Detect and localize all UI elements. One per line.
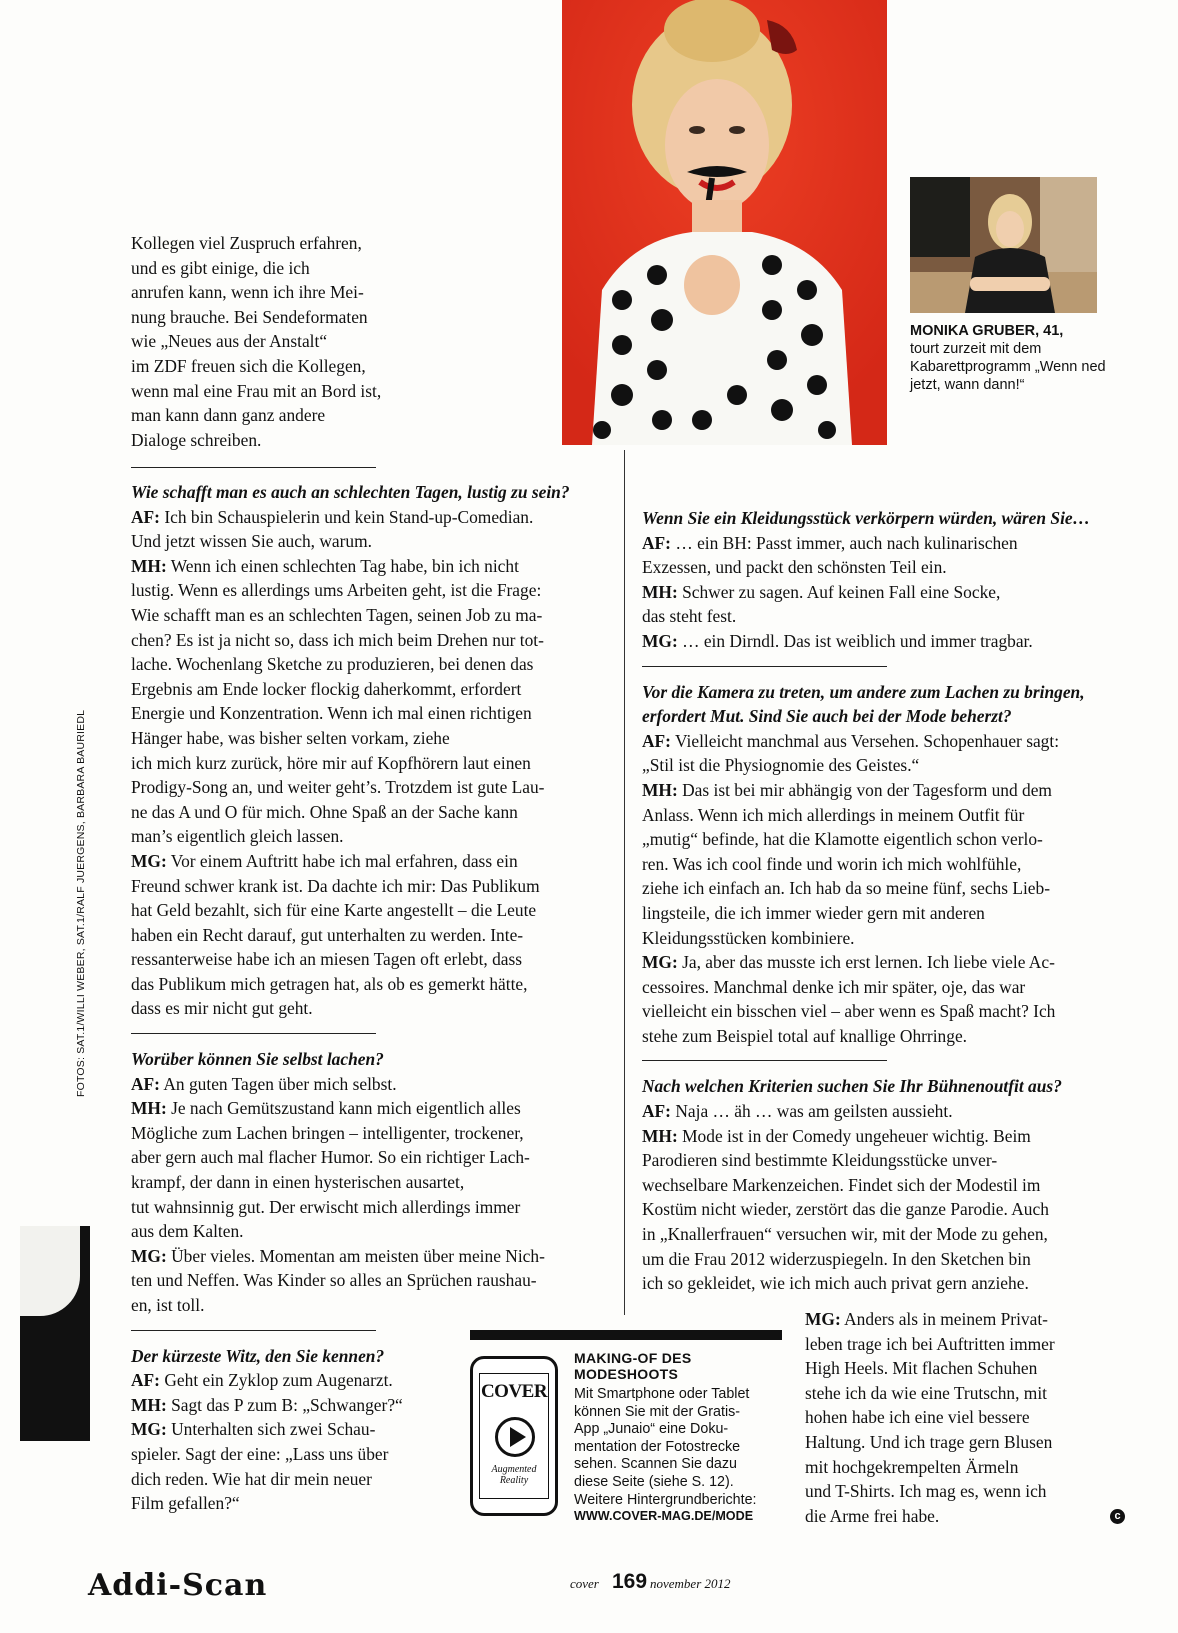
play-icon bbox=[495, 1417, 535, 1457]
answer-text: chen? Es ist ja nicht so, dass ich mich beim Drehen nur tot- bbox=[131, 629, 544, 650]
answer-line bbox=[642, 1197, 1132, 1222]
answer-line bbox=[131, 1072, 621, 1097]
answer-text: stehe ich da wie eine Trutschn, mit bbox=[805, 1382, 1047, 1403]
speaker-label: MG: bbox=[131, 1419, 167, 1440]
answer-line bbox=[642, 1099, 1132, 1124]
box-line: können Sie mit der Gratis- bbox=[574, 1403, 741, 1420]
answer-text: stehe zum Beispiel total auf knallige Ohrringe. bbox=[642, 1025, 968, 1046]
answer-line bbox=[642, 1247, 1132, 1272]
answer-text: lache. Wochenlang Sketche zu produzieren, bei denen das bbox=[131, 654, 534, 675]
box-title: MAKING-OF DES MODESHOOTS bbox=[574, 1350, 692, 1382]
answer-line bbox=[642, 555, 1132, 580]
speaker-label: MG: bbox=[805, 1309, 841, 1329]
answer-line bbox=[642, 1173, 1132, 1198]
intro-line: Dialoge schreiben. bbox=[131, 429, 262, 450]
speaker-label: MH: bbox=[131, 555, 167, 576]
answer-line bbox=[131, 972, 621, 997]
phone-icon bbox=[470, 1356, 558, 1516]
speaker-label: MH: bbox=[642, 581, 678, 602]
scan-label: Addi-Scan bbox=[88, 1568, 268, 1603]
question-line: erfordert Mut. Sind Sie auch bei der Mode beherzt? bbox=[642, 706, 1012, 727]
answer-line bbox=[642, 753, 1132, 778]
question-line: Vor die Kamera zu treten, um andere zum Lachen zu bringen, bbox=[642, 681, 1085, 702]
divider bbox=[131, 1330, 376, 1331]
intro-line: anrufen kann, wenn ich ihre Mei- bbox=[131, 282, 364, 303]
answer-text: das Publikum mich getragen hat, als ob es gemerkt hätte, bbox=[131, 973, 528, 994]
answer-text: ren. Was ich cool finde und worin ich mich wohlfühle, bbox=[642, 853, 1022, 874]
answer-text: aus dem Kalten. bbox=[131, 1221, 244, 1242]
box-body bbox=[574, 1386, 794, 1509]
answer-text: Wie schafft man es an schlechten Tagen, seinen Job zu ma- bbox=[131, 604, 543, 625]
answer-text: Haltung. Und ich trage gern Blusen bbox=[805, 1431, 1053, 1452]
answer-text: Vielleicht manchmal aus Versehen. Schopenhauer sagt: bbox=[675, 730, 1060, 751]
qa-block bbox=[642, 506, 1132, 654]
speaker-label: MG: bbox=[131, 1245, 167, 1266]
answer-text: High Heels. Mit flachen Schuhen bbox=[805, 1358, 1038, 1379]
answer-line bbox=[805, 1479, 1125, 1504]
answer-line bbox=[642, 778, 1132, 803]
speaker-label: MH: bbox=[642, 1125, 678, 1146]
intro-line: im ZDF freuen sich die Kollegen, bbox=[131, 355, 366, 376]
answer-text: krampf, der dann in einen hysterischen ausartet, bbox=[131, 1172, 465, 1193]
answer-text: Naja … äh … was am geilsten aussieht. bbox=[675, 1101, 953, 1122]
answer-line bbox=[642, 729, 1132, 754]
answer-text: und T-Shirts. Ich mag es, wenn ich bbox=[805, 1481, 1047, 1502]
answer-text: um die Frau 2012 widerzuspiegeln. In den Sketchen bin bbox=[642, 1248, 1031, 1269]
answer-line bbox=[131, 726, 621, 751]
answer-text: man’s eigentlich gleich lassen. bbox=[131, 826, 344, 847]
answer-text: Unterhalten sich zwei Schau- bbox=[171, 1419, 376, 1440]
answer-text: cessoires. Manchmal denke ich mir später, oje, das war bbox=[642, 976, 1026, 997]
answer-text: Kostüm nicht wieder, zerstört das die ganze Parodie. Auch bbox=[642, 1199, 1049, 1220]
box-line: sehen. Scannen Sie dazu bbox=[574, 1456, 737, 1473]
speaker-label: MH: bbox=[642, 779, 678, 800]
answer-line bbox=[642, 604, 1132, 629]
divider bbox=[642, 666, 887, 667]
answer-text: Kleidungsstücken kombiniere. bbox=[642, 927, 855, 948]
right-column bbox=[642, 506, 1132, 1296]
intro-line: wie „Neues aus der Anstalt“ bbox=[131, 331, 328, 352]
answer-line bbox=[642, 827, 1132, 852]
caption-text: tourt zurzeit mit dem Kabarettprogramm „Wenn ned jetzt, wann dann!“ bbox=[910, 341, 1106, 393]
answer-line bbox=[131, 1170, 621, 1195]
answer-text: Parodieren sind bestimmte Kleidungsstücke unver- bbox=[642, 1150, 998, 1171]
footer-date: november 2012 bbox=[650, 1576, 731, 1591]
speaker-label: AF: bbox=[131, 1073, 160, 1094]
answer-text: spieler. Sagt der eine: „Lass uns über bbox=[131, 1443, 389, 1464]
answer-line bbox=[805, 1307, 1125, 1332]
answer-text: das steht fest. bbox=[642, 606, 737, 627]
divider bbox=[642, 1060, 887, 1061]
answer-line bbox=[642, 531, 1132, 556]
intro-line: wenn mal eine Frau mit an Bord ist, bbox=[131, 380, 382, 401]
divider bbox=[131, 1033, 376, 1034]
answer-line bbox=[131, 1096, 621, 1121]
answer-text: hohen habe ich eine viel bessere bbox=[805, 1407, 1030, 1428]
answer-line bbox=[805, 1430, 1125, 1455]
photo-caption bbox=[910, 322, 1115, 394]
final-answer bbox=[805, 1307, 1125, 1528]
answer-line bbox=[131, 824, 621, 849]
answer-text: Über vieles. Momentan am meisten über meine Nich- bbox=[171, 1245, 545, 1266]
qa-block bbox=[131, 480, 621, 1021]
answer-line bbox=[642, 852, 1132, 877]
answer-line bbox=[131, 874, 621, 899]
answer-text: dich reden. Wie hat dir mein neuer bbox=[131, 1468, 372, 1489]
qa-block bbox=[642, 666, 1132, 1049]
answer-line bbox=[642, 1024, 1132, 1049]
answer-text: … ein BH: Passt immer, auch nach kulinarischen bbox=[675, 532, 1018, 553]
box-line: Mit Smartphone oder Tablet bbox=[574, 1386, 750, 1402]
answer-text: Wenn ich einen schlechten Tag habe, bin ich nicht bbox=[170, 555, 519, 576]
box-line: mentation der Fotostrecke bbox=[574, 1438, 741, 1455]
caption-photo bbox=[910, 177, 1097, 313]
answer-line bbox=[131, 1293, 621, 1318]
answer-line bbox=[131, 849, 621, 874]
question: Worüber können Sie selbst lachen? bbox=[131, 1049, 384, 1070]
page-number: 169 bbox=[612, 1570, 648, 1593]
main-photo bbox=[562, 0, 887, 445]
answer-text: lustig. Wenn es allerdings ums Arbeiten geht, ist die Frage: bbox=[131, 580, 542, 601]
answer-line bbox=[642, 1124, 1132, 1149]
intro-text bbox=[131, 231, 551, 452]
answer-line bbox=[642, 926, 1132, 951]
answer-line bbox=[131, 775, 621, 800]
answer-text: hat Geld bezahlt, sich für eine Karte angestellt – die Leute bbox=[131, 900, 537, 921]
answer-text: Hänger habe, was bisher selten vorkam, ziehe bbox=[131, 727, 450, 748]
answer-line bbox=[642, 901, 1132, 926]
speaker-label: AF: bbox=[131, 506, 160, 527]
answer-line bbox=[131, 1219, 621, 1244]
answer-text: Geht ein Zyklop zum Augenarzt. bbox=[164, 1370, 393, 1391]
answer-line bbox=[131, 996, 621, 1021]
answer-line bbox=[131, 578, 621, 603]
answer-text: dass es mir nicht gut geht. bbox=[131, 998, 313, 1019]
answer-line bbox=[642, 1271, 1132, 1296]
phone-tag bbox=[473, 1464, 555, 1486]
answer-text: ten und Neffen. Was Kinder so alles an Sprüchen raushau- bbox=[131, 1270, 537, 1291]
answer-line bbox=[131, 923, 621, 948]
answer-line bbox=[131, 529, 621, 554]
answer-text: Sagt das P zum B: „Schwanger?“ bbox=[171, 1394, 403, 1415]
answer-text: Mögliche zum Lachen bringen – intelligenter, trockener, bbox=[131, 1122, 524, 1143]
divider bbox=[131, 467, 376, 468]
speaker-label: MG: bbox=[642, 952, 678, 973]
answer-text: en, ist toll. bbox=[131, 1295, 205, 1315]
caption-name: MONIKA GRUBER, 41, bbox=[910, 323, 1064, 339]
answer-text: Ich bin Schauspielerin und kein Stand-up-Comedian. bbox=[164, 506, 534, 527]
answer-line bbox=[805, 1332, 1125, 1357]
answer-line bbox=[131, 1195, 621, 1220]
answer-text: die Arme frei habe. bbox=[805, 1505, 940, 1526]
answer-text: Ergebnis am Ende locker flockig daherkommt, erfordert bbox=[131, 678, 522, 699]
answer-text: Mode ist in der Comedy ungeheuer wichtig. Beim bbox=[682, 1125, 1031, 1146]
answer-text: An guten Tagen über mich selbst. bbox=[163, 1073, 397, 1094]
speaker-label: AF: bbox=[131, 1370, 160, 1391]
speaker-label: MH: bbox=[131, 1394, 167, 1415]
answer-line bbox=[805, 1405, 1125, 1430]
question: Wenn Sie ein Kleidungsstück verkörpern würden, wären Sie… bbox=[642, 508, 1091, 528]
box-top-bar bbox=[470, 1330, 782, 1340]
answer-text: Energie und Konzentration. Wenn ich mal einen richtigen bbox=[131, 703, 532, 724]
intro-line: man kann dann ganz andere bbox=[131, 405, 326, 426]
box-line: App „Junaio“ eine Doku- bbox=[574, 1421, 729, 1438]
answer-line bbox=[131, 701, 621, 726]
answer-text: aber gern auch mal flacher Humor. So ein richtiger Lach- bbox=[131, 1147, 530, 1168]
question: Nach welchen Kriterien suchen Sie Ihr Bühnenoutfit aus? bbox=[642, 1076, 1062, 1097]
answer-text: Freund schwer krank ist. Da dachte ich mir: Das Publikum bbox=[131, 875, 540, 896]
answer-text: Prodigy-Song an, und weiter geht’s. Trotzdem ist gute Lau- bbox=[131, 777, 545, 798]
answer-line bbox=[131, 947, 621, 972]
answer-line bbox=[131, 628, 621, 653]
answer-text: tut wahnsinnig gut. Der erwischt mich allerdings immer bbox=[131, 1196, 521, 1217]
answer-line bbox=[131, 652, 621, 677]
answer-line bbox=[805, 1381, 1125, 1406]
speaker-label: AF: bbox=[642, 1101, 671, 1122]
phone-brand: COVER bbox=[480, 1381, 548, 1402]
answer-text: „Stil ist die Physiognomie des Geistes.“ bbox=[642, 755, 920, 776]
footer-mag: cover bbox=[570, 1576, 599, 1591]
answer-line bbox=[131, 1244, 621, 1269]
answer-text: Anders als in meinem Privat- bbox=[844, 1309, 1048, 1329]
qa-block bbox=[131, 1033, 621, 1318]
answer-text: ne das A und O für mich. Ohne Spaß an der Sache kann bbox=[131, 801, 518, 822]
answer-line bbox=[805, 1356, 1125, 1381]
box-line: Weitere Hintergrundberichte: bbox=[574, 1491, 757, 1508]
intro-line: und es gibt einige, die ich bbox=[131, 257, 310, 278]
column-separator bbox=[624, 450, 625, 1315]
answer-line bbox=[642, 803, 1132, 828]
question: Wie schafft man es auch an schlechten Tagen, lustig zu sein? bbox=[131, 482, 570, 502]
speaker-label: MG: bbox=[642, 630, 678, 651]
answer-text: Je nach Gemütszustand kann mich eigentlich alles bbox=[171, 1098, 521, 1119]
photo-credit: FOTOS: SAT.1/WILLI WEBER, SAT.1/RALF JUERGENS, BARBARA BAURIEDL bbox=[75, 709, 87, 1097]
answer-text: ziehe ich einfach an. Ich hab da so meine fünf, sechs Lieb- bbox=[642, 878, 1051, 899]
answer-text: vielleicht ein bisschen viel – aber wenn es Spaß macht? Ich bbox=[642, 1001, 1056, 1022]
phone-tag-2: Reality bbox=[499, 1475, 529, 1486]
answer-text: haben ein Recht darauf, gut unterhalten zu werden. Inte- bbox=[131, 924, 524, 945]
answer-text: ich so gekleidet, wie ich mich auch privat gern anziehe. bbox=[642, 1273, 1029, 1294]
answer-text: ressanterweise habe ich an miesen Tagen oft erlebt, dass bbox=[131, 949, 523, 970]
box-line: diese Seite (siehe S. 12). bbox=[574, 1473, 734, 1490]
answer-text: Exzessen, und packt den schönsten Teil ein. bbox=[642, 557, 947, 578]
answer-text: Anlass. Wenn ich mich allerdings in meinem Outfit für bbox=[642, 804, 1025, 825]
answer-line bbox=[642, 876, 1132, 901]
answer-line bbox=[642, 1222, 1132, 1247]
speaker-label: AF: bbox=[642, 730, 671, 751]
answer-line bbox=[642, 950, 1132, 975]
answer-line bbox=[642, 1148, 1132, 1173]
answer-line bbox=[131, 1121, 621, 1146]
answer-text: in „Knallerfrauen“ versuchen wir, mit der Mode zu gehen, bbox=[642, 1224, 1048, 1245]
answer-line bbox=[131, 1145, 621, 1170]
answer-text: wechselbare Markenzeichen. Findet sich der Modestil im bbox=[642, 1174, 1041, 1195]
answer-line bbox=[642, 975, 1132, 1000]
answer-line bbox=[131, 800, 621, 825]
intro-line: Kollegen viel Zuspruch erfahren, bbox=[131, 233, 362, 253]
answer-line bbox=[805, 1504, 1125, 1529]
intro-line: nung brauche. Bei Sendeformaten bbox=[131, 306, 368, 327]
answer-text: mit hochgekrempelten Ärmeln bbox=[805, 1456, 1019, 1477]
answer-line bbox=[131, 505, 621, 530]
question: Der kürzeste Witz, den Sie kennen? bbox=[131, 1345, 385, 1366]
answer-text: Film gefallen?“ bbox=[131, 1493, 240, 1514]
answer-text: Ja, aber das musste ich erst lernen. Ich liebe viele Ac- bbox=[682, 952, 1055, 973]
answer-text: „mutig“ befinde, hat die Klamotte eigentlich schon verlo- bbox=[642, 829, 1043, 850]
answer-line bbox=[131, 751, 621, 776]
answer-line bbox=[131, 554, 621, 579]
speaker-label: MG: bbox=[131, 850, 167, 871]
answer-line bbox=[131, 603, 621, 628]
answer-text: Und jetzt wissen Sie auch, warum. bbox=[131, 531, 372, 552]
answer-line bbox=[131, 898, 621, 923]
answer-line bbox=[131, 677, 621, 702]
answer-text: ich mich kurz zurück, höre mir auf Kopfhörern laut einen bbox=[131, 752, 531, 773]
answer-line bbox=[642, 999, 1132, 1024]
qa-block bbox=[642, 1060, 1132, 1295]
answer-text: leben trage ich bei Auftritten immer bbox=[805, 1333, 1055, 1354]
phone-tag-1: Augmented bbox=[491, 1464, 537, 1475]
answer-line bbox=[805, 1455, 1125, 1480]
answer-text: Vor einem Auftritt habe ich mal erfahren, dass ein bbox=[170, 850, 518, 871]
speaker-label: MH: bbox=[131, 1098, 167, 1119]
answer-line bbox=[131, 1268, 621, 1293]
answer-text: Das ist bei mir abhängig von der Tagesform und dem bbox=[682, 779, 1052, 800]
end-mark-icon: c bbox=[1110, 1509, 1125, 1524]
answer-line bbox=[642, 580, 1132, 605]
speaker-label: AF: bbox=[642, 532, 671, 553]
making-of-box bbox=[574, 1350, 794, 1523]
answer-text: lingsteile, die ich immer wieder gern mit anderen bbox=[642, 902, 985, 923]
box-url[interactable]: WWW.COVER-MAG.DE/MODE bbox=[574, 1509, 754, 1524]
answer-text: Schwer zu sagen. Auf keinen Fall eine Socke, bbox=[682, 581, 1001, 602]
answer-text: … ein Dirndl. Das ist weiblich und immer tragbar. bbox=[682, 630, 1033, 651]
answer-line bbox=[642, 629, 1132, 654]
